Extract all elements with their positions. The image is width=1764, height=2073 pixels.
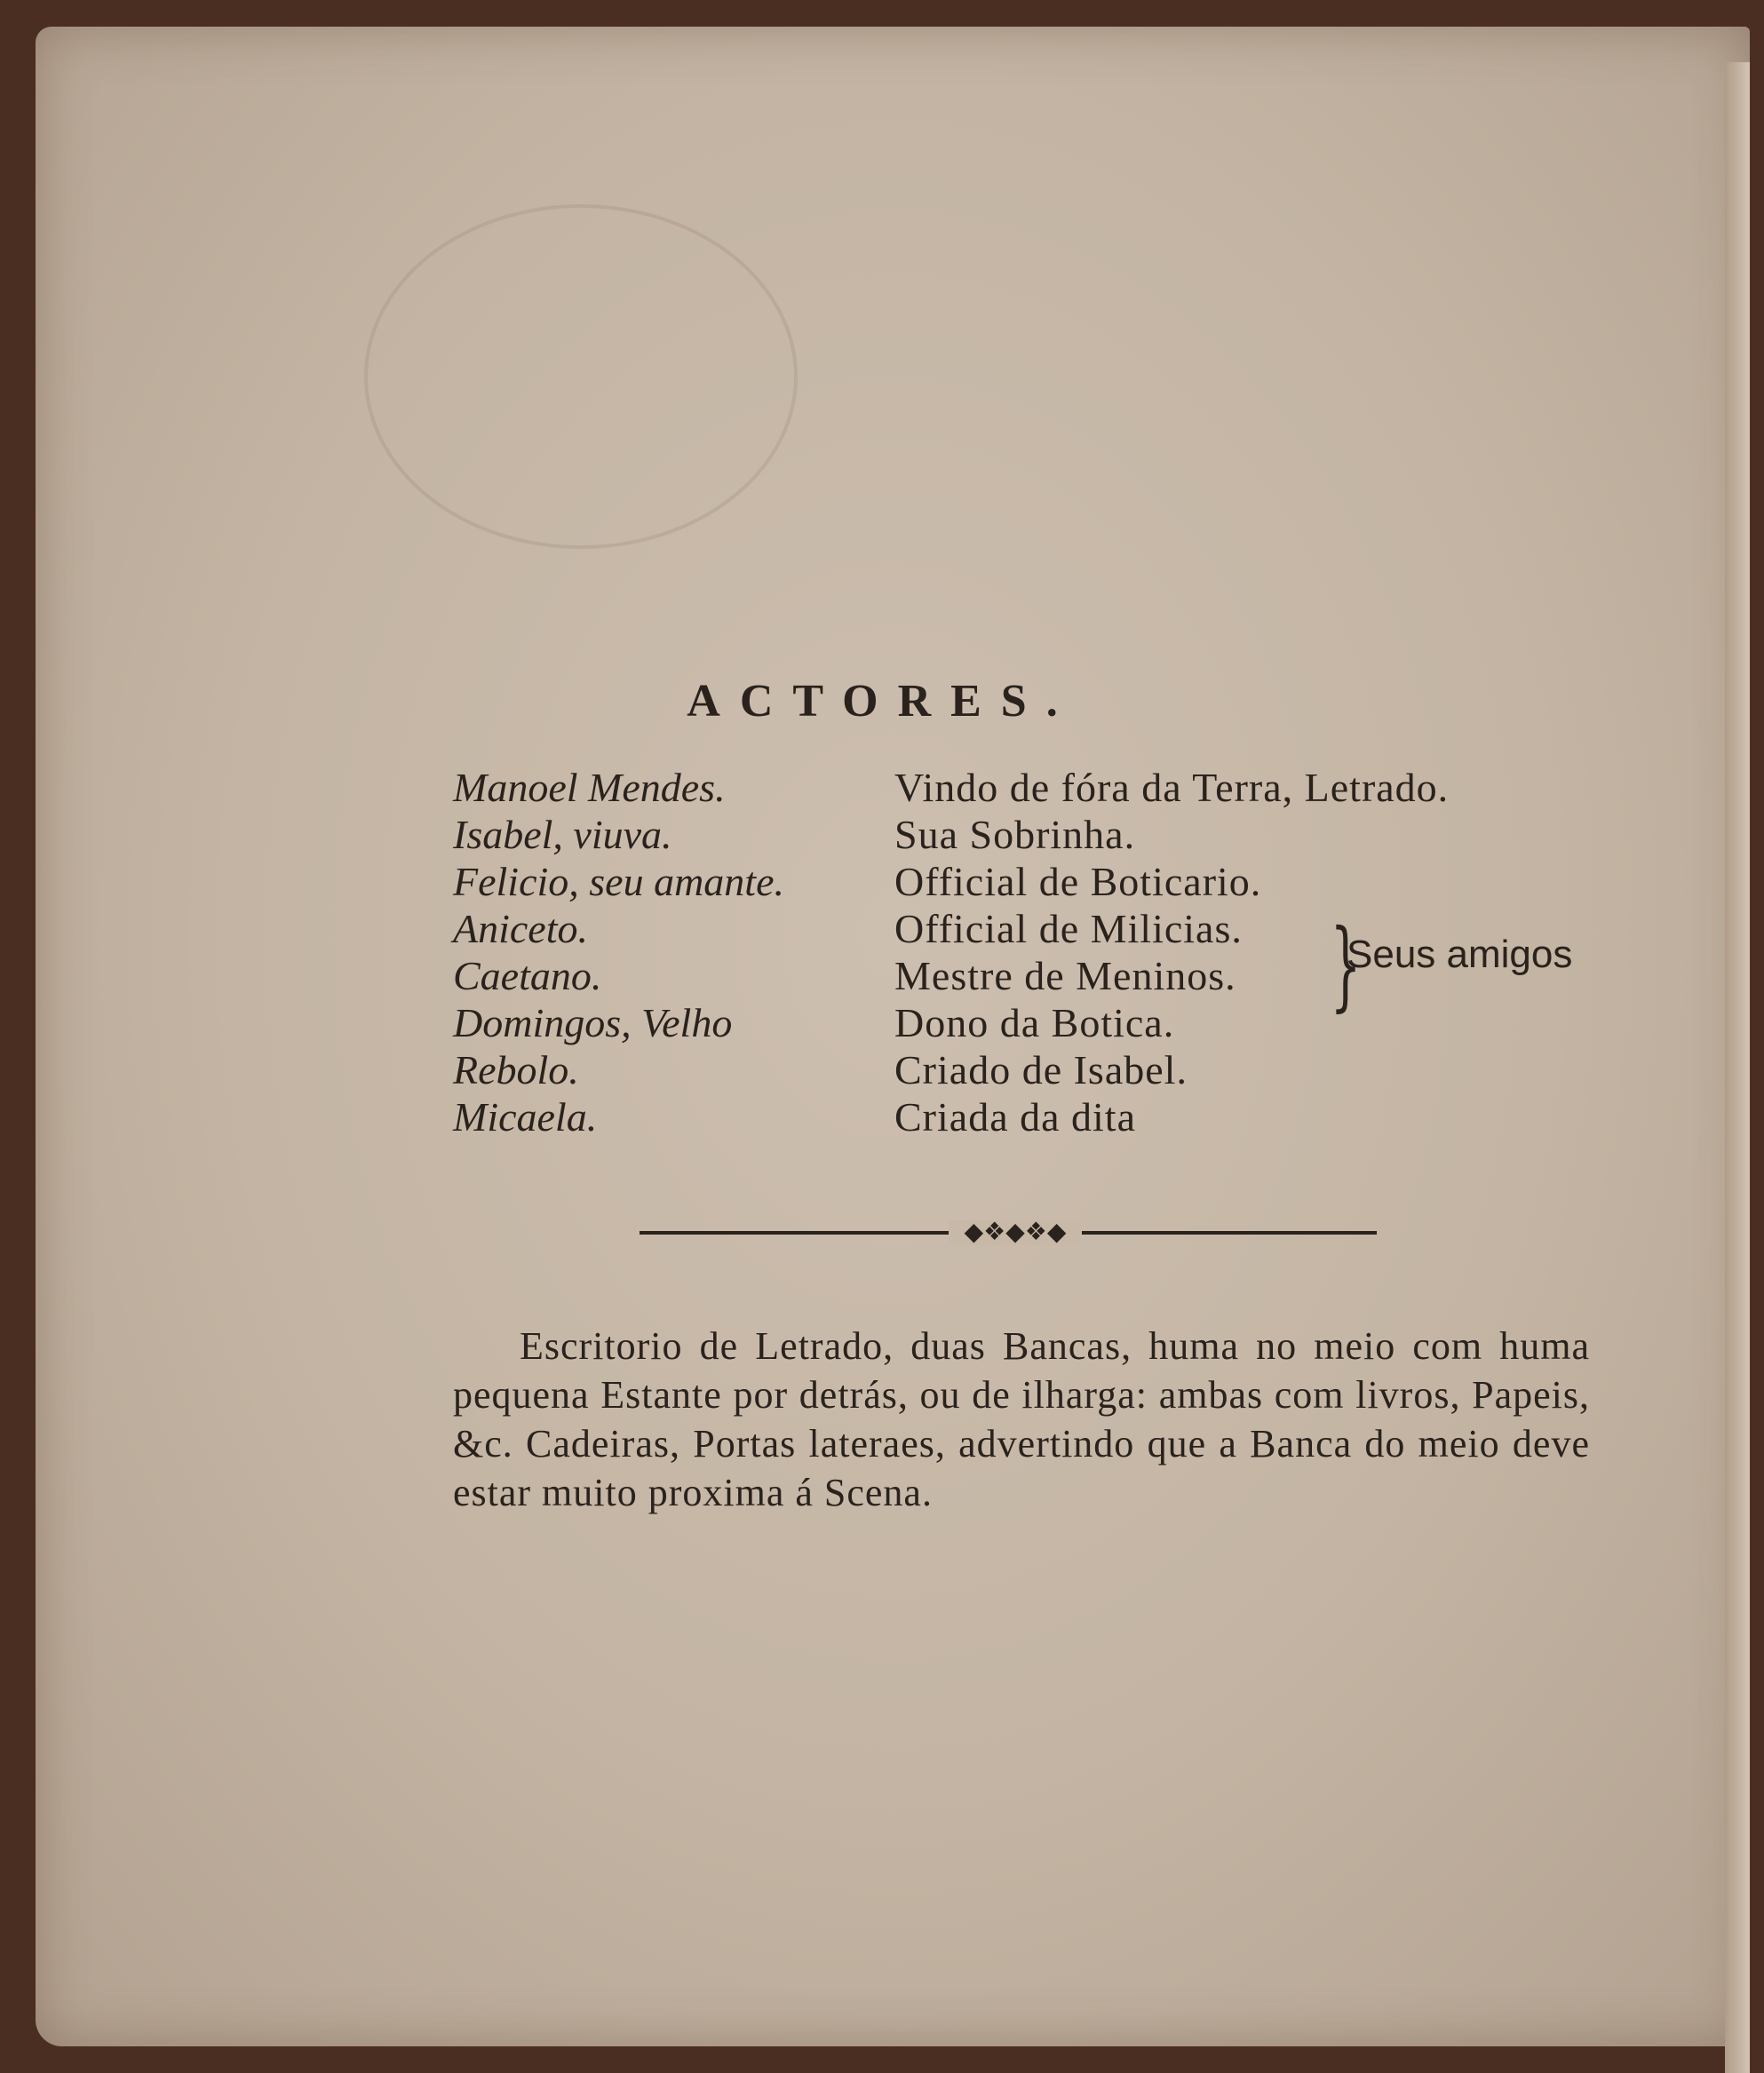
- cast-row: [453, 811, 1643, 858]
- actor-role: Official de Boticario.: [894, 859, 1262, 904]
- actor-role: Criado de Isabel.: [894, 1047, 1188, 1092]
- ornament-icon: ◆❖◆❖◆: [949, 1220, 1082, 1245]
- actor-name: Domingos, Velho: [453, 1000, 733, 1045]
- actor-role: Official de Milicias.: [894, 906, 1243, 951]
- cast-row: [453, 1046, 1643, 1093]
- cast-row: [453, 858, 1643, 905]
- actor-name: Micaela.: [453, 1094, 598, 1140]
- actor-name: Manoel Mendes.: [453, 765, 726, 810]
- actor-role: Sua Sobrinha.: [894, 812, 1136, 857]
- actor-role: Criada da dita: [894, 1094, 1137, 1140]
- brace-icon: }: [1330, 908, 1362, 1021]
- cast-heading: ACTORES.: [687, 676, 1077, 727]
- actor-name: Aniceto.: [453, 906, 588, 951]
- actor-name: Caetano.: [453, 953, 602, 998]
- actor-role: Vindo de fóra da Terra, Letrado.: [894, 765, 1450, 810]
- actor-role: Mestre de Meninos.: [894, 953, 1236, 998]
- group-label: Seus amigos: [1347, 933, 1573, 976]
- show-through-stamp: [364, 204, 798, 549]
- cast-row: [453, 999, 1643, 1046]
- actor-name: Felicio, seu amante.: [453, 859, 785, 904]
- cast-row: [453, 764, 1643, 811]
- actor-name: Rebolo.: [453, 1047, 579, 1092]
- page-edge: [1725, 62, 1750, 2073]
- actor-role: Dono da Botica.: [894, 1000, 1175, 1045]
- actor-name: Isabel, viuva.: [453, 812, 672, 857]
- scene-description: Escritorio de Letrado, duas Bancas, huma no meio com huma pequena Estante por detrás, ou de ilharga: ambas com livros, Papeis, &c. Cadeiras, Portas lateraes, advertindo que a Banca do meio deve estar muito proxima á Scena.: [453, 1324, 1590, 1514]
- cast-row: [453, 1093, 1643, 1140]
